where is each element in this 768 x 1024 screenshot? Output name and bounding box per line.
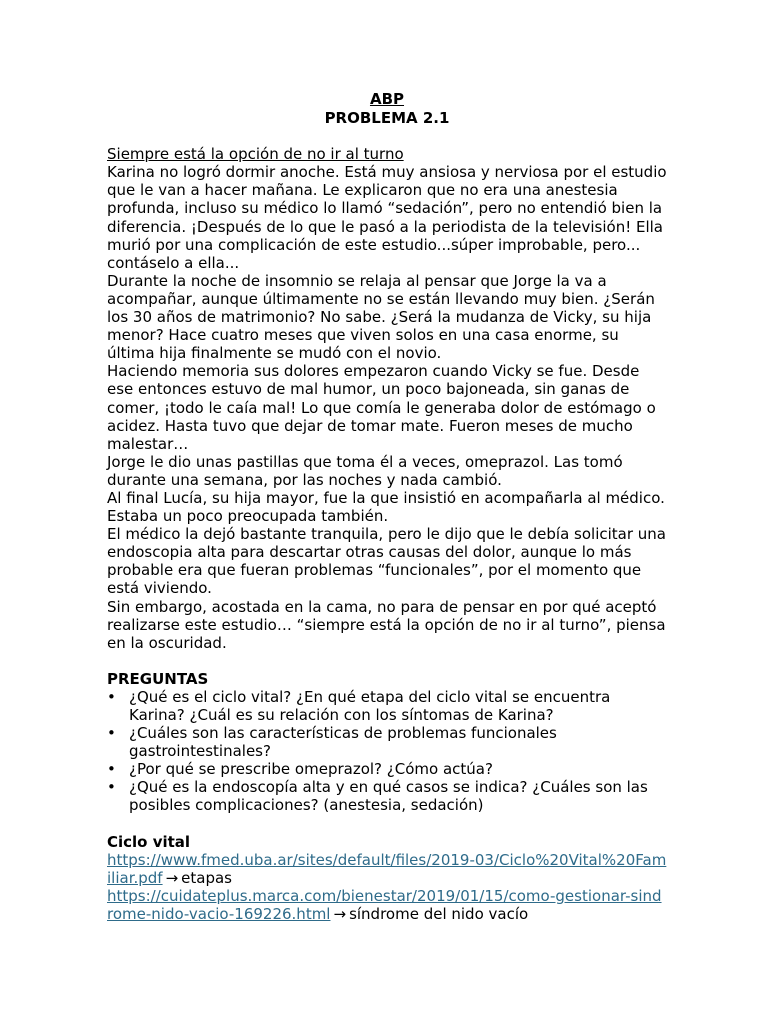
paragraph: Al final Lucía, su hija mayor, fue la que insistió en acompañarla al médico. Estaba un poco preocupada también. (107, 488, 665, 526)
resource-link[interactable]: https://cuidateplus.marca.com/bienestar/2019/01/15/como-gestionar-sindrome-nido-vacio-169226.html (107, 886, 662, 923)
question-text: ¿Qué es el ciclo vital? ¿En qué etapa del ciclo vital se encuentra Karina? ¿Cuál es su relación con los síntomas de Karina? (129, 687, 611, 724)
resource-note: síndrome del nido vacío (349, 904, 529, 923)
bullet-icon: • (107, 778, 116, 797)
arrow-right-icon: → (165, 868, 179, 887)
paragraph: Jorge le dio unas pastillas que toma él a veces, omeprazol. Las tomó durante una semana, por las noches y nada cambió. (107, 452, 623, 489)
paragraph: Durante la noche de insomnio se relaja al pensar que Jorge la va a acompañar, aunque últimamente no se están llevando muy bien. ¿Serán los 30 años de matrimonio? No sabe. ¿Será la mudanza de Vicky, su hija menor? Hace cuatro meses que viven solos en una casa enorme, su última hija finalmente se mudó con el novio. (107, 271, 655, 363)
paragraph: El médico la dejó bastante tranquila, pero le dijo que le debía solicitar una endoscopia alta para descartar otras causas del dolor, aunque lo más probable era que fueran problemas “funcionales”, por el momento que está viviendo. (107, 525, 666, 598)
bullet-icon: • (107, 760, 116, 779)
questions-list (107, 688, 667, 815)
question-item (107, 724, 667, 760)
spacer (107, 652, 667, 670)
document-page (107, 90, 667, 923)
question-item (107, 688, 667, 724)
bullet-icon: • (107, 687, 116, 706)
arrow-right-icon: → (333, 904, 347, 923)
resource-link-row (107, 851, 667, 887)
spacer (107, 127, 667, 145)
resources-heading: Ciclo vital (107, 832, 191, 851)
question-item (107, 760, 667, 778)
question-text: ¿Por qué se prescribe omeprazol? ¿Cómo actúa? (129, 760, 493, 779)
resource-note: etapas (181, 868, 232, 887)
document-subtitle: PROBLEMA 2.1 (324, 109, 450, 128)
spacer (107, 815, 667, 833)
paragraph: Haciendo memoria sus dolores empezaron cuando Vicky se fue. Desde ese entonces estuvo de mal humor, un poco bajoneada, sin ganas de comer, ¡todo le caía mal! Lo que comía le generaba dolor de estómago o acidez. Hasta tuvo que dejar de tomar mate. Fueron meses de mucho malestar… (107, 362, 656, 453)
resource-link-row (107, 887, 667, 923)
paragraph: Sin embargo, acostada en la cama, no para de pensar en por qué aceptó realizarse este estudio… “siempre está la opción de no ir al turno”, piensa en la oscuridad. (107, 597, 666, 652)
question-text: ¿Qué es la endoscopía alta y en qué casos se indica? ¿Cuáles son las posibles complicaciones? (anestesia, sedación) (129, 778, 648, 815)
document-title: ABP (369, 90, 405, 108)
question-item (107, 778, 667, 814)
bullet-icon: • (107, 724, 116, 743)
resource-link[interactable]: https://www.fmed.uba.ar/sites/default/files/2019-03/Ciclo%20Vital%20Familiar.pdf (107, 850, 667, 887)
questions-heading: PREGUNTAS (107, 669, 209, 688)
section-title: Siempre está la opción de no ir al turno (107, 145, 404, 164)
paragraph: Karina no logró dormir anoche. Está muy ansiosa y nerviosa por el estudio que le van a hacer mañana. Le explicaron que no era una anestesia profunda, incluso su médico lo llamó “sedación”, pero no entendió bien la diferencia. ¡Después de lo que le pasó a la periodista de la televisión! Ella murió por una complicación de este estudio...súper improbable, pero... contáselo a ella... (107, 163, 667, 272)
question-text: ¿Cuáles son las características de problemas funcionales gastrointestinales? (129, 724, 557, 761)
